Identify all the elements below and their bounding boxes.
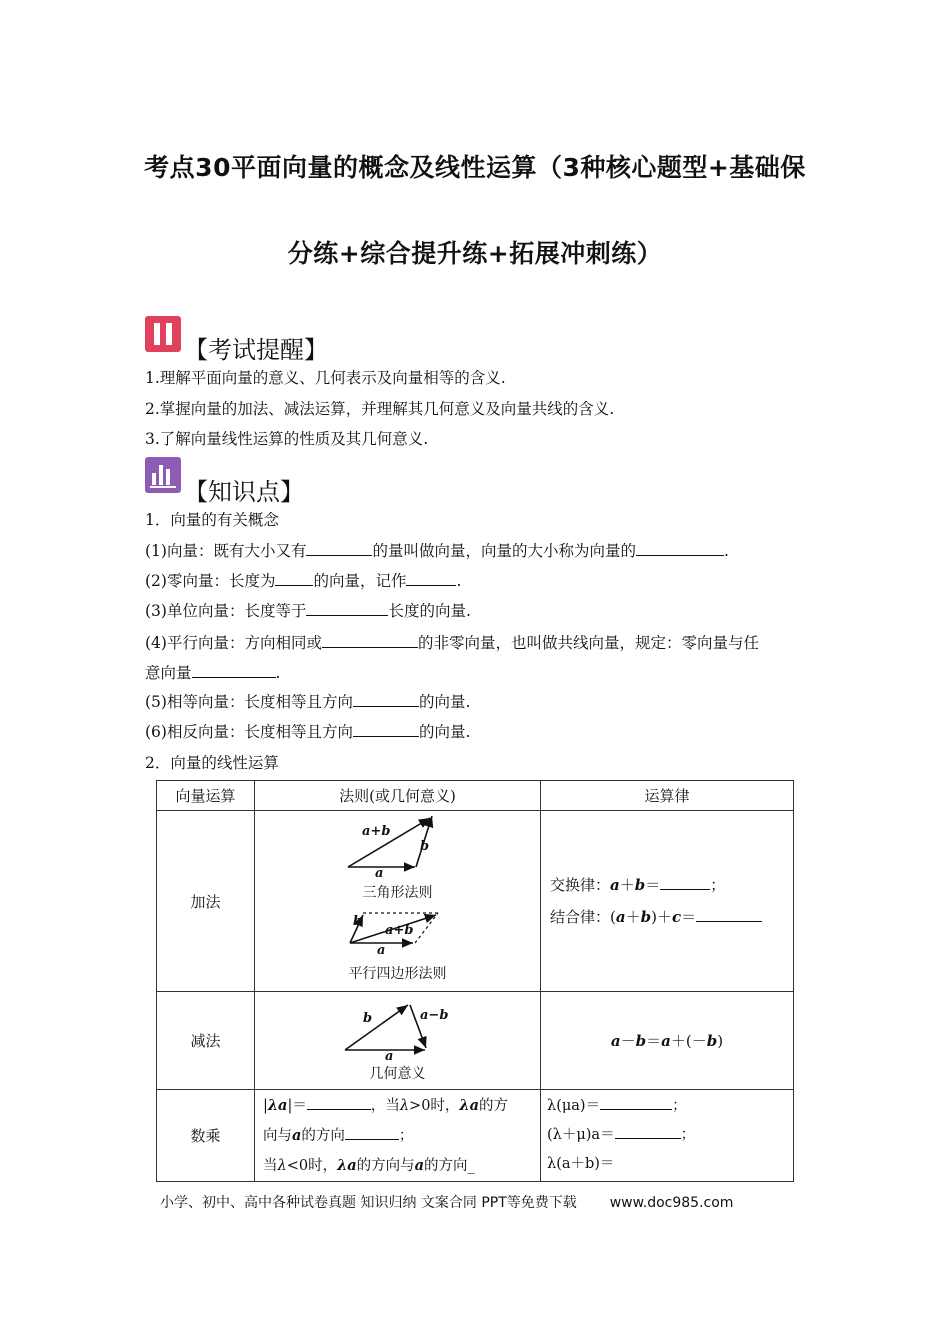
exam-item-2: 2.掌握向量的加法、减法运算，并理解其几何意义及向量共线的含义. <box>145 400 615 418</box>
exam-item-1: 1.理解平面向量的意义、几何表示及向量相等的含义. <box>145 369 506 387</box>
page-title-line1: 考点30平面向量的概念及线性运算（3种核心题型+基础保 <box>144 153 806 182</box>
para-label-a-plus-b: a+b <box>385 923 414 938</box>
subtraction-figure <box>255 992 541 1090</box>
footer-site-link[interactable]: www.doc985.com <box>609 1195 734 1211</box>
concept-line-2: (2)零向量：长度为 的向量，记作 . <box>145 572 462 590</box>
parallelogram-rule-caption: 平行四边形法则 <box>348 966 447 982</box>
associative-law: 结合律：(a＋b)＋c＝ <box>550 901 793 933</box>
concept-line-5: (5)相等向量：长度相等且方向 的向量. <box>145 693 471 711</box>
knowledge-heading: 【知识点】 <box>184 478 304 506</box>
label-b: b <box>420 839 430 854</box>
header-laws: 运算律 <box>541 781 794 811</box>
linear-ops-heading: 2．向量的线性运算 <box>145 754 279 772</box>
vector-operations-table <box>156 780 794 1182</box>
label-a-plus-b: a+b <box>362 824 391 839</box>
pause-bars-icon <box>145 316 181 352</box>
page-title-line2: 分练+综合提升练+拓展冲刺练） <box>287 239 663 268</box>
addition-figures <box>255 811 541 992</box>
scalar-law-1: λ(μa)＝ ； <box>547 1092 793 1121</box>
addition-laws <box>541 811 794 992</box>
concept-line-3: (3)单位向量：长度等于 长度的向量. <box>145 602 471 620</box>
scalar-rules <box>255 1090 541 1182</box>
scalar-law-2: (λ＋μ)a＝ ； <box>547 1121 793 1150</box>
footer-text: 小学、初中、高中各种试卷真题 知识归纳 文案合同 PPT等免费下载 <box>160 1195 577 1211</box>
subtraction-row <box>157 992 794 1090</box>
exam-item-3: 3.了解向量线性运算的性质及其几何意义. <box>145 430 429 448</box>
concept-heading: 1．向量的有关概念 <box>145 511 279 529</box>
scalar-rule-3: 当λ<0时，λa的方向与a的方向_ <box>263 1156 475 1174</box>
subtraction-rule: a－b＝a＋(－b) <box>541 992 794 1090</box>
concept-line-4b: 意向量 . <box>145 664 281 682</box>
para-label-a: a <box>377 943 386 958</box>
para-label-b: b <box>353 914 363 929</box>
concept-line-6: (6)相反向量：长度相等且方向 的向量. <box>145 723 471 741</box>
addition-row <box>157 811 794 992</box>
triangle-rule-caption: 三角形法则 <box>362 885 433 901</box>
scalar-laws <box>541 1090 794 1182</box>
exam-heading: 【考试提醒】 <box>184 336 328 364</box>
header-rule: 法则(或几何意义) <box>255 781 541 811</box>
scalar-rule-1: |λa|＝ ，当λ>0时，λa的方 <box>263 1096 508 1114</box>
addition-label: 加法 <box>157 811 255 992</box>
geometric-meaning-caption: 几何意义 <box>369 1066 426 1082</box>
sub-label-a-minus-b: a−b <box>420 1008 449 1023</box>
scalar-multiplication-row <box>157 1090 794 1182</box>
scalar-rule-2: 向与a的方向 ； <box>263 1126 414 1144</box>
bar-chart-icon <box>145 457 181 493</box>
sub-label-b: b <box>363 1011 373 1026</box>
concept-line-4: (4)平行向量：方向相同或 的非零向量，也叫做共线向量，规定：零向量与任 <box>145 634 759 652</box>
concept-line-1: (1)向量：既有大小又有 的量叫做向量，向量的大小称为向量的 . <box>145 542 729 560</box>
table-header-row <box>157 781 794 811</box>
label-a: a <box>375 866 384 881</box>
subtraction-label: 减法 <box>157 992 255 1090</box>
sub-label-a: a <box>385 1049 394 1064</box>
commutative-law: 交换律：a＋b＝ ； <box>550 876 726 894</box>
header-operation: 向量运算 <box>157 781 255 811</box>
footer <box>160 1192 733 1212</box>
scalar-label: 数乘 <box>157 1090 255 1182</box>
scalar-law-3: λ(a＋b)＝ <box>547 1156 615 1172</box>
